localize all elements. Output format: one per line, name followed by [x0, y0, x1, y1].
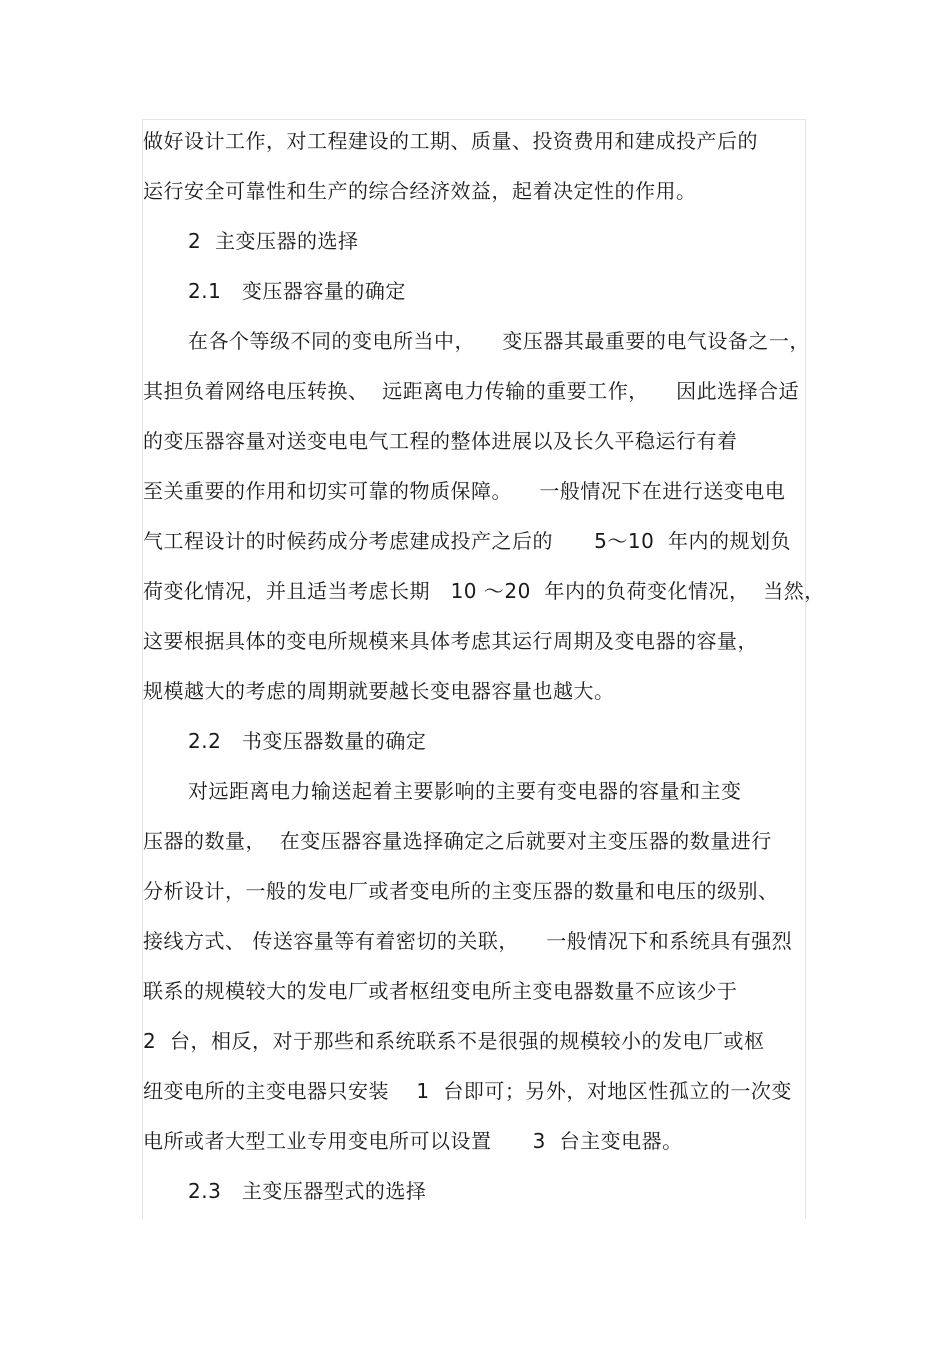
- paragraph-line: 在各个等级不同的变电所当中， 变压器其最重要的电气设备之一，: [188, 329, 810, 353]
- paragraph-line: 2 台，相反，对于那些和系统联系不是很强的规模较小的发电厂或枢: [143, 1029, 765, 1053]
- paragraph-line: 至关重要的作用和切实可靠的物质保障。 一般情况下在进行送变电电: [143, 479, 786, 503]
- paragraph-line: 这要根据具体的变电所规模来具体考虑其运行周期及变电器的容量，: [143, 629, 758, 653]
- paragraph-line: 联系的规模较大的发电厂或者枢纽变电所主变电器数量不应该少于: [143, 979, 738, 1003]
- paragraph-line: 运行安全可靠性和生产的综合经济效益，起着决定性的作用。: [143, 179, 697, 203]
- paragraph-line: 规模越大的考虑的周期就要越长变电器容量也越大。: [143, 679, 615, 703]
- paragraph-line: 纽变电所的主变电器只安装 1 台即可；另外，对地区性孤立的一次变: [143, 1079, 792, 1103]
- paragraph-line: 接线方式、 传送容量等有着密切的关联， 一般情况下和系统具有强烈: [143, 929, 793, 953]
- section-heading-2-2: 2.2 书变压器数量的确定: [188, 729, 427, 753]
- section-heading-2: 2 主变压器的选择: [188, 229, 359, 253]
- section-heading-2-1: 2.1 变压器容量的确定: [188, 279, 406, 303]
- paragraph-line: 其担负着网络电压转换、 远距离电力传输的重要工作， 因此选择合适: [143, 379, 800, 403]
- paragraph-line: 对远距离电力输送起着主要影响的主要有变电器的容量和主变: [188, 779, 742, 803]
- paragraph-line: 做好设计工作，对工程建设的工期、质量、投资费用和建成投产后的: [143, 129, 758, 153]
- paragraph-line: 压器的数量， 在变压器容量选择确定之后就要对主变压器的数量进行: [143, 829, 772, 853]
- paragraph-line: 荷变化情况，并且适当考虑长期 10 ～20 年内的负荷变化情况， 当然，: [143, 579, 825, 603]
- paragraph-line: 的变压器容量对送变电电气工程的整体进展以及长久平稳运行有着: [143, 429, 738, 453]
- paragraph-line: 分析设计，一般的发电厂或者变电所的主变压器的数量和电压的级别、: [143, 879, 779, 903]
- paragraph-line: 气工程设计的时候药成分考虑建成投产之后的 5～10 年内的规划负: [143, 529, 792, 553]
- paragraph-line: 电所或者大型工业专用变电所可以设置 3 台主变电器。: [143, 1129, 683, 1153]
- section-heading-2-3: 2.3 主变压器型式的选择: [188, 1179, 427, 1203]
